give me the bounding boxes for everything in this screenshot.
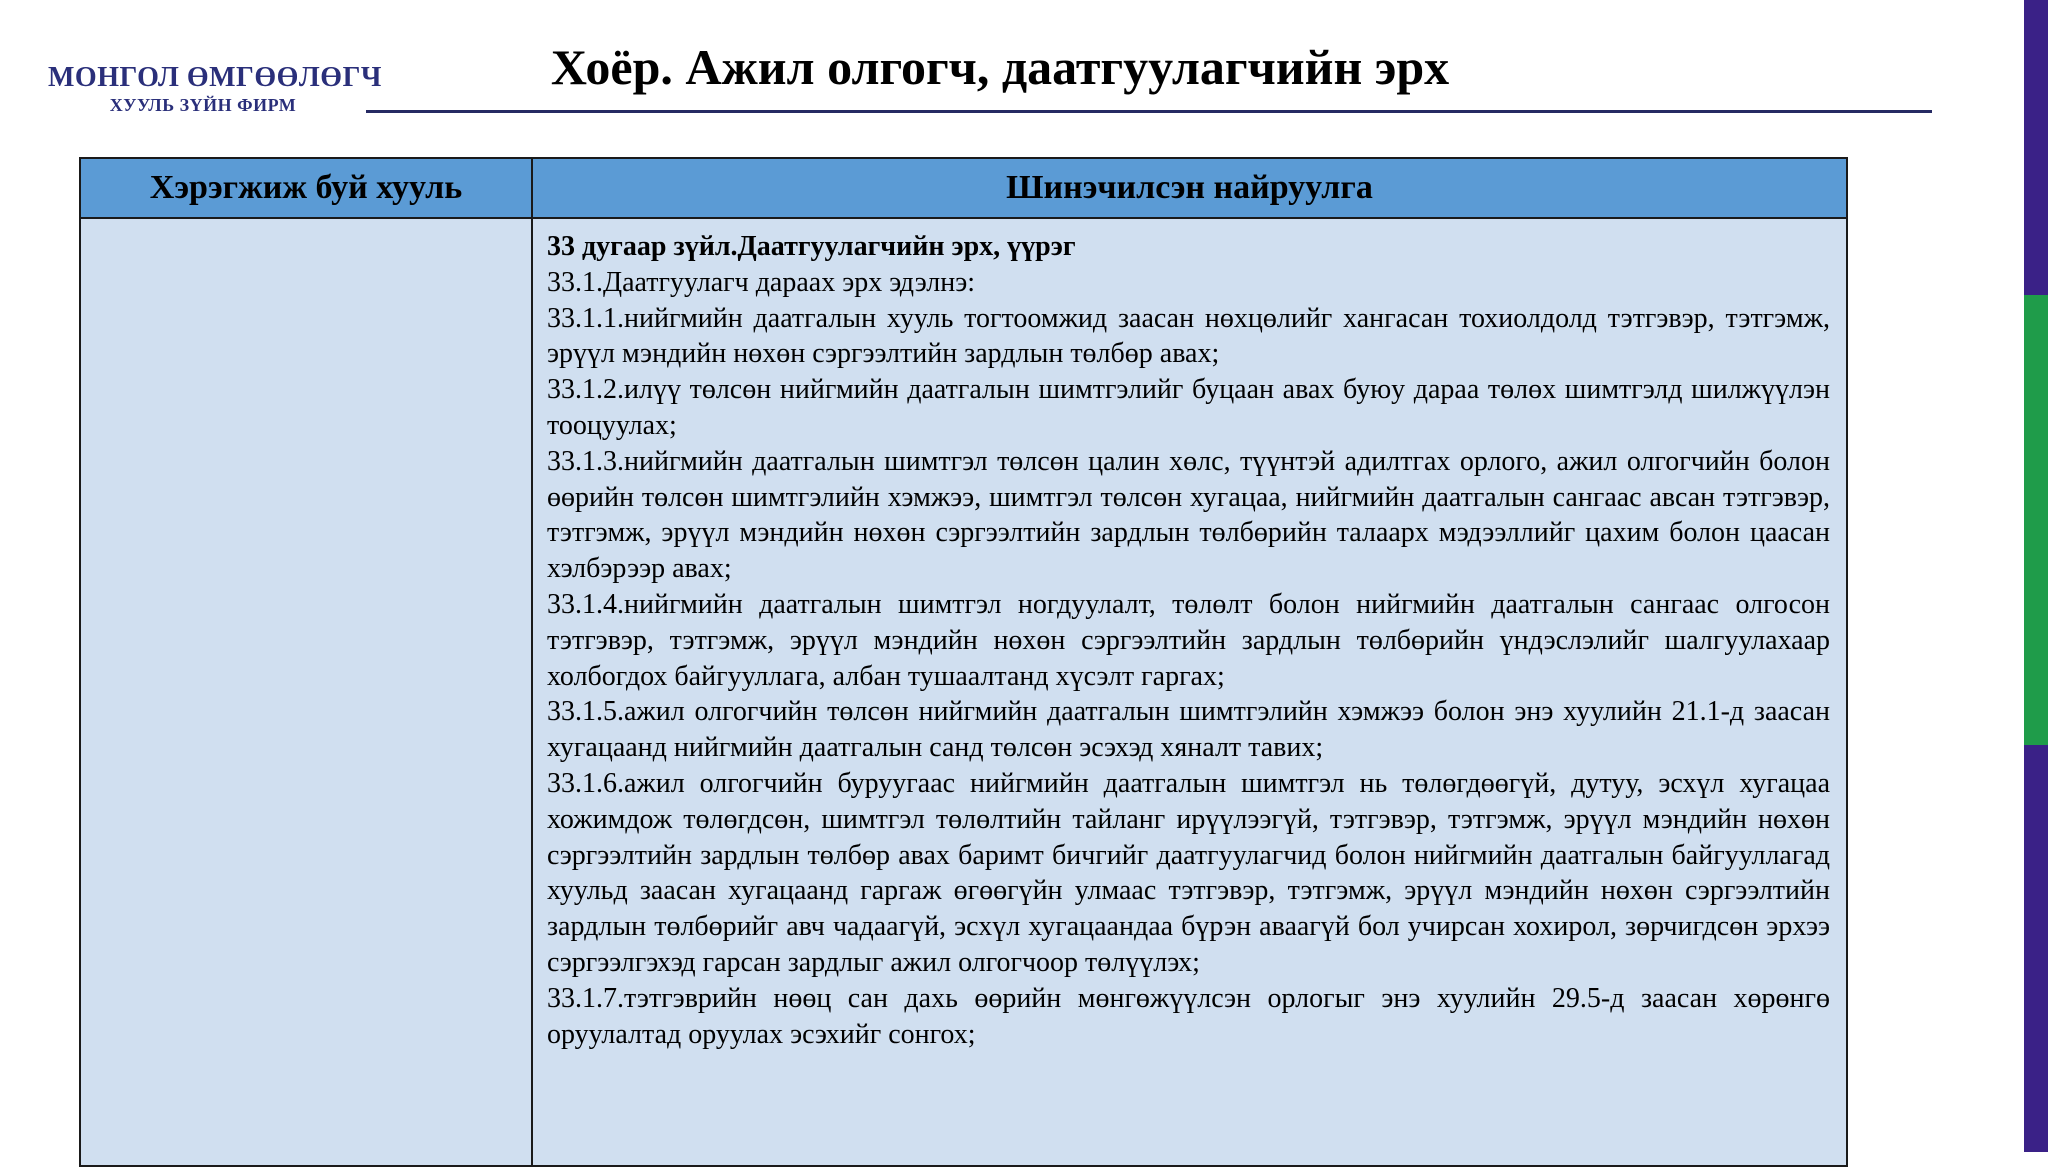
current-law-cell — [80, 218, 532, 1166]
side-bar-segment-middle — [2024, 295, 2048, 745]
article-heading: 33 дугаар зүйл.Даатгуулагчийн эрх, үүрэг — [547, 231, 1076, 262]
article-paragraph: 33.1.5.ажил олгогчийн төлсөн нийгмийн даатгалын шимтгэлийн хэмжээ болон энэ хуулийн 21.1-д заасан хугацаанд нийгмийн даатгалын санд төлсөн эсэхэд хяналт тавих; — [547, 696, 1830, 764]
revised-version-cell — [532, 218, 1847, 1166]
side-bar-segment-bottom — [2024, 745, 2048, 1152]
header-current-law: Хэрэгжиж буй хууль — [80, 158, 532, 218]
article-paragraph: 33.1.7.тэтгэврийн нөөц сан дахь өөрийн мөнгөжүүлсэн орлогыг энэ хуулийн 29.5-д заасан хөрөнгө оруулалтад оруулах эсэхийг сонгох; — [547, 982, 1830, 1050]
article-paragraph: 33.1.Даатгуулагч дараах эрх эдэлнэ: — [547, 266, 976, 298]
firm-logo — [48, 62, 382, 116]
article-paragraph: 33.1.3.нийгмийн даатгалын шимтгэл төлсөн цалин хөлс, түүнтэй адилтгах орлого, ажил олгогчийн болон өөрийн төлсөн шимтгэлийн хэмжээ, шимтгэл төлсөн хугацаа, нийгмийн даатгалын сангаас авсан тэтгэвэр, тэтгэмж, эрүүл мэндийн нөхөн сэргээлтийн зардлын төлбөрийн талаарх мэдээллийг цахим болон цаасан хэлбэрээр авах; — [547, 445, 1830, 585]
slide-title: Хоёр. Ажил олгогч, даатгуулагчийн эрх — [550, 39, 1450, 95]
logo-firm-subtitle: ХУУЛЬ ЗҮЙН ФИРМ — [109, 95, 297, 115]
logo-firm-name: МОНГОЛ ӨМГӨӨЛӨГЧ — [48, 62, 382, 93]
article-paragraph: 33.1.6.ажил олгогчийн буруугаас нийгмийн даатгалын шимтгэл нь төлөгдөөгүй, дутуу, эсхүл хугацаа хожимдож төлөгдсөн, шимтгэл төлөлтийн тайланг ирүүлээгүй, тэтгэвэр, тэтгэмж, эрүүл мэндийн нөхөн сэргээлтийн зардлын төлбөр авах баримт бичгийг даатгуулагчид болон нийгмийн даатгалын байгууллагад хуульд заасан хугацаанд гаргаж өгөөгүйн улмаас тэтгэвэр, тэтгэмж, эрүүл мэндийн нөхөн сэргээлтийн зардлын төлбөрийг авч чадаагүй, эсхүл хугацаандаа бүрэн аваагүй бол учирсан хохирол, зөрчигдсөн эрхээ сэргээлгэхэд гарсан зардлыг ажил олгогчоор төлүүлэх; — [547, 767, 1830, 978]
side-bar-segment-top — [2024, 0, 2048, 295]
header-revised-version: Шинэчилсэн найруулга — [532, 158, 1847, 218]
article-text — [547, 229, 1830, 1052]
table-row — [80, 218, 1847, 1166]
title-underline — [366, 110, 1932, 113]
side-accent-bar — [2024, 0, 2048, 1152]
article-paragraph: 33.1.1.нийгмийн даатгалын хууль тогтоомжид заасан нөхцөлийг хангасан тохиолдолд тэтгэвэр, тэтгэмж, эрүүл мэндийн нөхөн сэргээлтийн зардлын төлбөр авах; — [547, 302, 1830, 370]
article-paragraph: 33.1.2.илүү төлсөн нийгмийн даатгалын шимтгэлийг буцаан авах буюу дараа төлөх шимтгэлд шилжүүлэн тооцуулах; — [547, 374, 1830, 441]
table-header-row — [80, 158, 1847, 218]
article-paragraph: 33.1.4.нийгмийн даатгалын шимтгэл ногдуулалт, төлөлт болон нийгмийн даатгалын сангаас олгосон тэтгэвэр, тэтгэмж, эрүүл мэндийн нөхөн сэргээлтийн зардлын төлбөрийн үндэслэлийг шалгуулахаар холбогдох байгууллага, албан тушаалтанд хүсэлт гаргах; — [547, 588, 1830, 692]
law-comparison-table — [79, 157, 1848, 1167]
